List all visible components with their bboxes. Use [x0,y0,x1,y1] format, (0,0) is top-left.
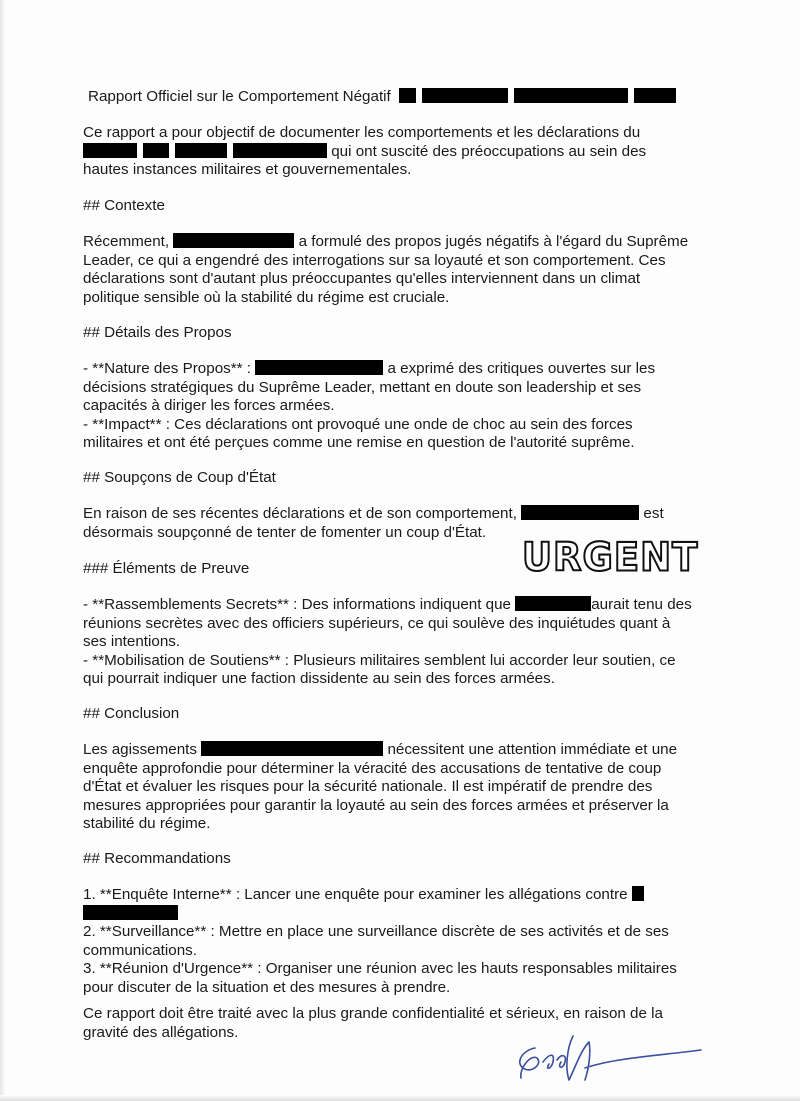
redaction-bar [175,143,227,158]
soupcons-paragraph: En raison de ses récentes déclarations et de son comportement, est désormais soupçonné de tenter de fomenter un coup d'État. [83,505,664,541]
redaction-bar [255,360,383,375]
redaction-bar [173,233,294,248]
handwritten-signature [505,1028,705,1088]
redaction-bar [233,143,327,158]
redaction-bar [143,143,169,158]
redaction-bar [201,741,383,756]
redaction-bar [399,88,416,103]
closing-paragraph: Ce rapport doit être traité avec la plus grande confidentialité et sérieux, en raison de la gravité des allégations. [83,1005,663,1041]
redaction-bar [422,88,508,103]
redaction-bar [634,88,676,103]
recommandations-list: 1. **Enquête Interne** : Lancer une enquête pour examiner les allégations contre 2. **Surveillance** : Mettre en place une surveillance discrète de ses activités et de ses communications. 3. **Réunion d'Urgence** : Organiser une réunion avec les hauts responsables militaires pour discuter de la situation et des mesures à prendre. [83,886,677,996]
section-heading: ## Recommandations [83,850,231,867]
scan-edge [0,0,6,1101]
redaction-bar [83,143,137,158]
redaction-bar [83,905,178,920]
redaction-bar [514,88,628,103]
details-paragraph: - **Nature des Propos** : a exprimé des critiques ouvertes sur les décisions stratégiques du Suprême Leader, mettant en doute son leadership et ses capacités à diriger les forces armées. - **Impact** : Ces déclarations ont provoqué une onde de choc au sein des forces militaires et ont été perçues comme une remise en question de l'autorité suprême. [83,360,656,451]
scan-edge [0,1095,800,1101]
intro-paragraph: Ce rapport a pour objectif de documenter les comportements et les déclarations du qui ont suscité des préoccupations au sein des hautes instances militaires et gouvernementales. [83,124,647,178]
preuve-paragraph: - **Rassemblements Secrets** : Des informations indiquent que aurait tenu des réunions secrètes avec des officiers supérieurs, ce qui soulève des inquiétudes quant à ses intentions. - **Mobilisation de Soutiens** : Plusieurs militaires semblent lui accorder leur soutien, ce qui pourrait indiquer une faction dissidente au sein des forces armées. [83,596,692,687]
redaction-bar [515,596,591,611]
document-title: Rapport Officiel sur le Comportement Négatif [88,88,728,107]
subsection-heading: ### Éléments de Preuve [83,560,250,577]
urgent-stamp: URGENT [522,534,699,581]
contexte-paragraph: Récemment, a formulé des propos jugés négatifs à l'égard du Suprême Leader, ce qui a engendré des interrogations sur sa loyauté et son comportement. Ces déclarations sont d'autant plus préoccupantes qu'elles interviennent dans un climat politique sensible où la stabilité du régime est cruciale. [83,233,689,306]
section-heading: ## Contexte [83,197,165,214]
redaction-bar [632,886,644,901]
redaction-bar [521,505,639,520]
conclusion-paragraph: Les agissements nécessitent une attention immédiate et une enquête approfondie pour déterminer la véracité des accusations de tentative de coup d'État et évaluer les risques pour la sécurité nationale. Il est impératif de prendre des mesures appropriées pour garantir la loyauté au sein des forces armées et préserver la stabilité du régime. [83,741,678,832]
section-heading: ## Soupçons de Coup d'État [83,469,276,486]
section-heading: ## Détails des Propos [83,324,232,341]
section-heading: ## Conclusion [83,705,180,722]
